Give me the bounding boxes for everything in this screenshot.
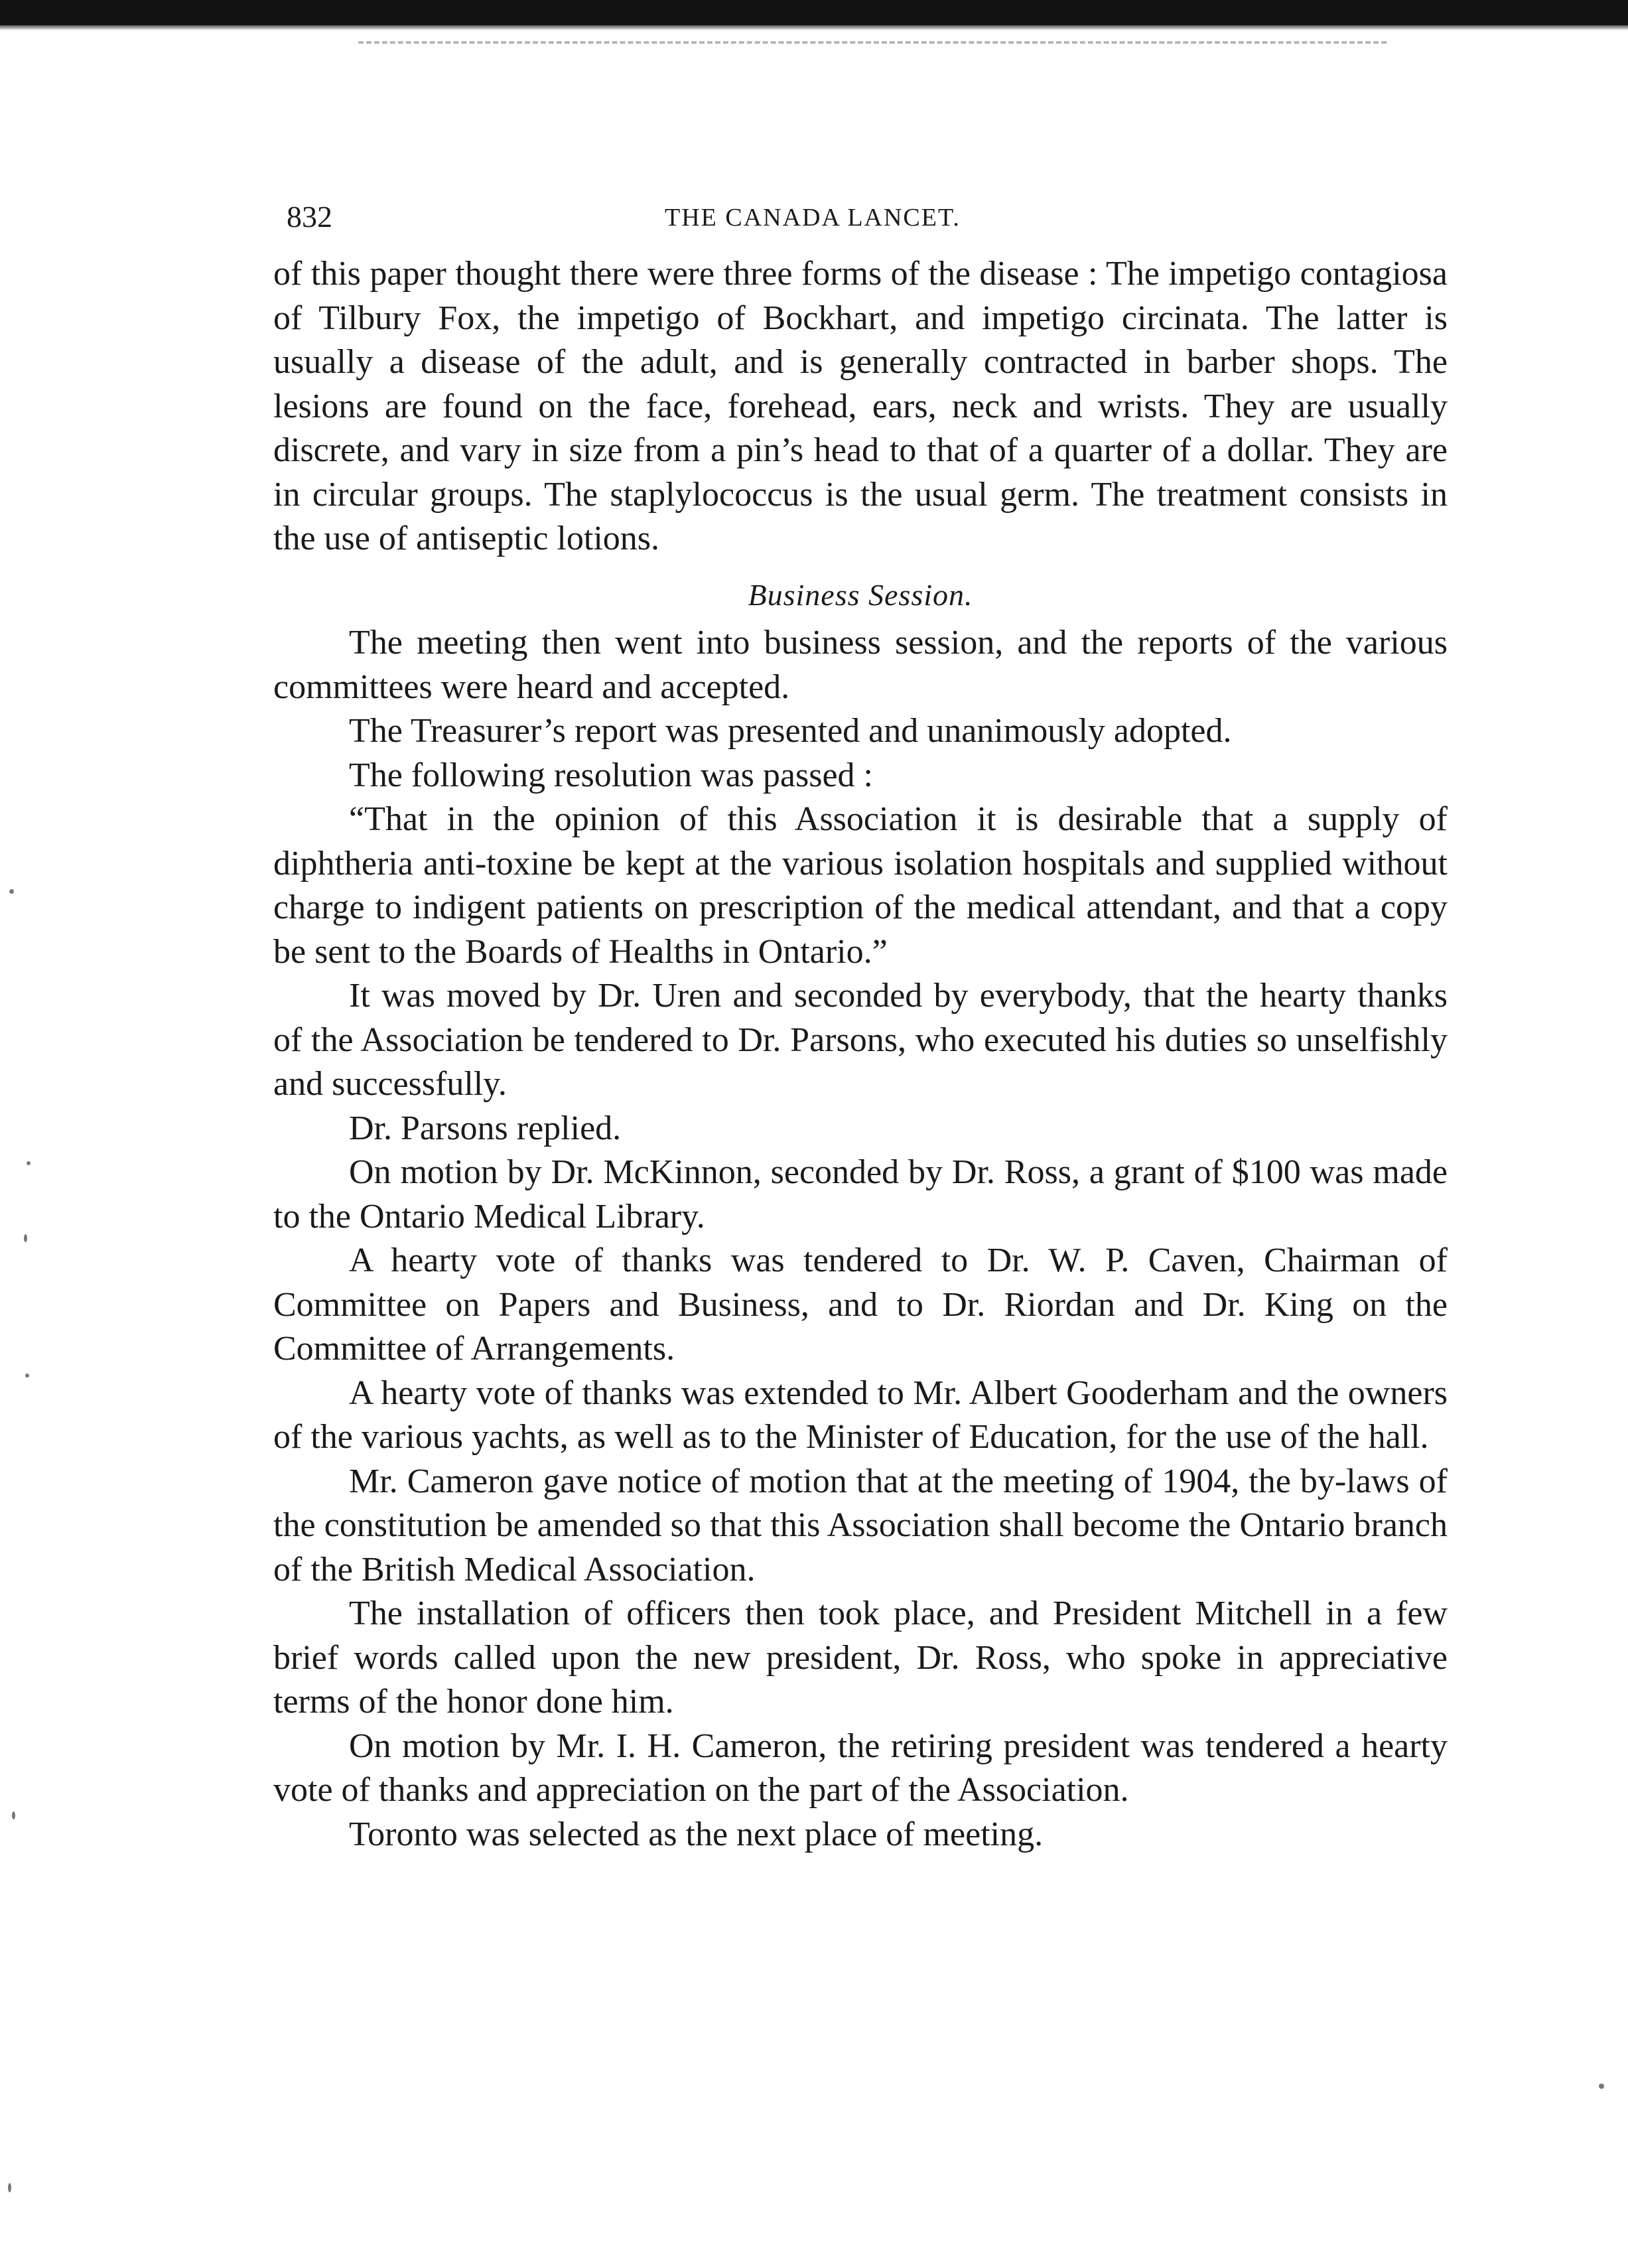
scan-margin-mark	[1599, 2084, 1604, 2089]
paragraph: On motion by Mr. I. H. Cameron, the retiring president was tendered a hearty vote of thanks and appreciation on the part of the Association.	[273, 1727, 1448, 1809]
paragraph: On motion by Dr. McKinnon, seconded by Dr. Ross, a grant of $100 was made to the Ontario Medical Library.	[273, 1153, 1448, 1236]
paragraph: The Treasurer’s report was presented and unanimously adopted.	[349, 712, 1232, 750]
page	[273, 199, 1448, 1857]
paragraph: Dr. Parsons replied.	[349, 1109, 622, 1147]
paragraph: The installation of officers then took place, and President Mitchell in a few brief words called upon the new president, Dr. Ross, who spoke in appreciative terms of the honor done him.	[273, 1595, 1448, 1721]
scan-margin-mark	[24, 1234, 27, 1242]
scan-margin-mark	[8, 2183, 11, 2192]
paragraph: A hearty vote of thanks was extended to Mr. Albert Gooderham and the owners of the various yachts, as well as to the Minister of Education, for the use of the hall.	[273, 1374, 1448, 1456]
paragraph: The meeting then went into business session, and the reports of the various committees were heard and accepted.	[273, 624, 1448, 706]
scan-margin-mark	[9, 889, 14, 894]
paragraph: The following resolution was passed :	[349, 756, 873, 794]
continued-paragraph: of this paper thought there were three forms of the disease : The impetigo contagiosa of Tilbury Fox, the impetigo of Bockhart, and impetigo circinata. The latter is usually a disease of the adult, and is generally contracted in barber shops. The lesions are found on the face, forehead, ears, neck and wrists. They are usually discrete, and vary in size from a pin’s head to that of a quarter of a dollar. They are in circular groups. The staplylococcus is the usual germ. The treatment consists in the use of antiseptic lotions.	[273, 255, 1448, 557]
scan-top-border	[0, 0, 1628, 25]
page-number: 832	[287, 200, 332, 234]
scan-top-border-shadow	[0, 25, 1628, 31]
scan-margin-mark	[25, 1374, 29, 1378]
page-header	[273, 199, 1448, 252]
scan-speckle-line	[358, 41, 1387, 46]
resolution-quote: “That in the opinion of this Association it is desirable that a supply of diphtheria anti-toxine be kept at the various isolation hospitals and supplied without charge to indigent patients on prescription of the medical attendant, and that a copy be sent to the Boards of Healths in Ontario.”	[273, 800, 1448, 971]
section-heading: Business Session.	[748, 577, 973, 612]
paragraph: A hearty vote of thanks was tendered to Dr. W. P. Caven, Chairman of Committee on Papers and Business, and to Dr. Riordan and Dr. King on the Committee of Arrangements.	[273, 1241, 1448, 1368]
body-text	[273, 252, 1448, 1857]
scan-margin-mark	[12, 1811, 15, 1819]
paragraph: It was moved by Dr. Uren and seconded by everybody, that the hearty thanks of the Association be tendered to Dr. Parsons, who executed his duties so unselfishly and successfully.	[273, 977, 1448, 1103]
paragraph: Toronto was selected as the next place of meeting.	[349, 1815, 1044, 1853]
running-head: THE CANADA LANCET.	[665, 204, 961, 232]
scan-margin-mark	[27, 1161, 31, 1165]
paragraph: Mr. Cameron gave notice of motion that at the meeting of 1904, the by-laws of the constitution be amended so that this Association shall become the Ontario branch of the British Medical Association.	[273, 1462, 1448, 1589]
